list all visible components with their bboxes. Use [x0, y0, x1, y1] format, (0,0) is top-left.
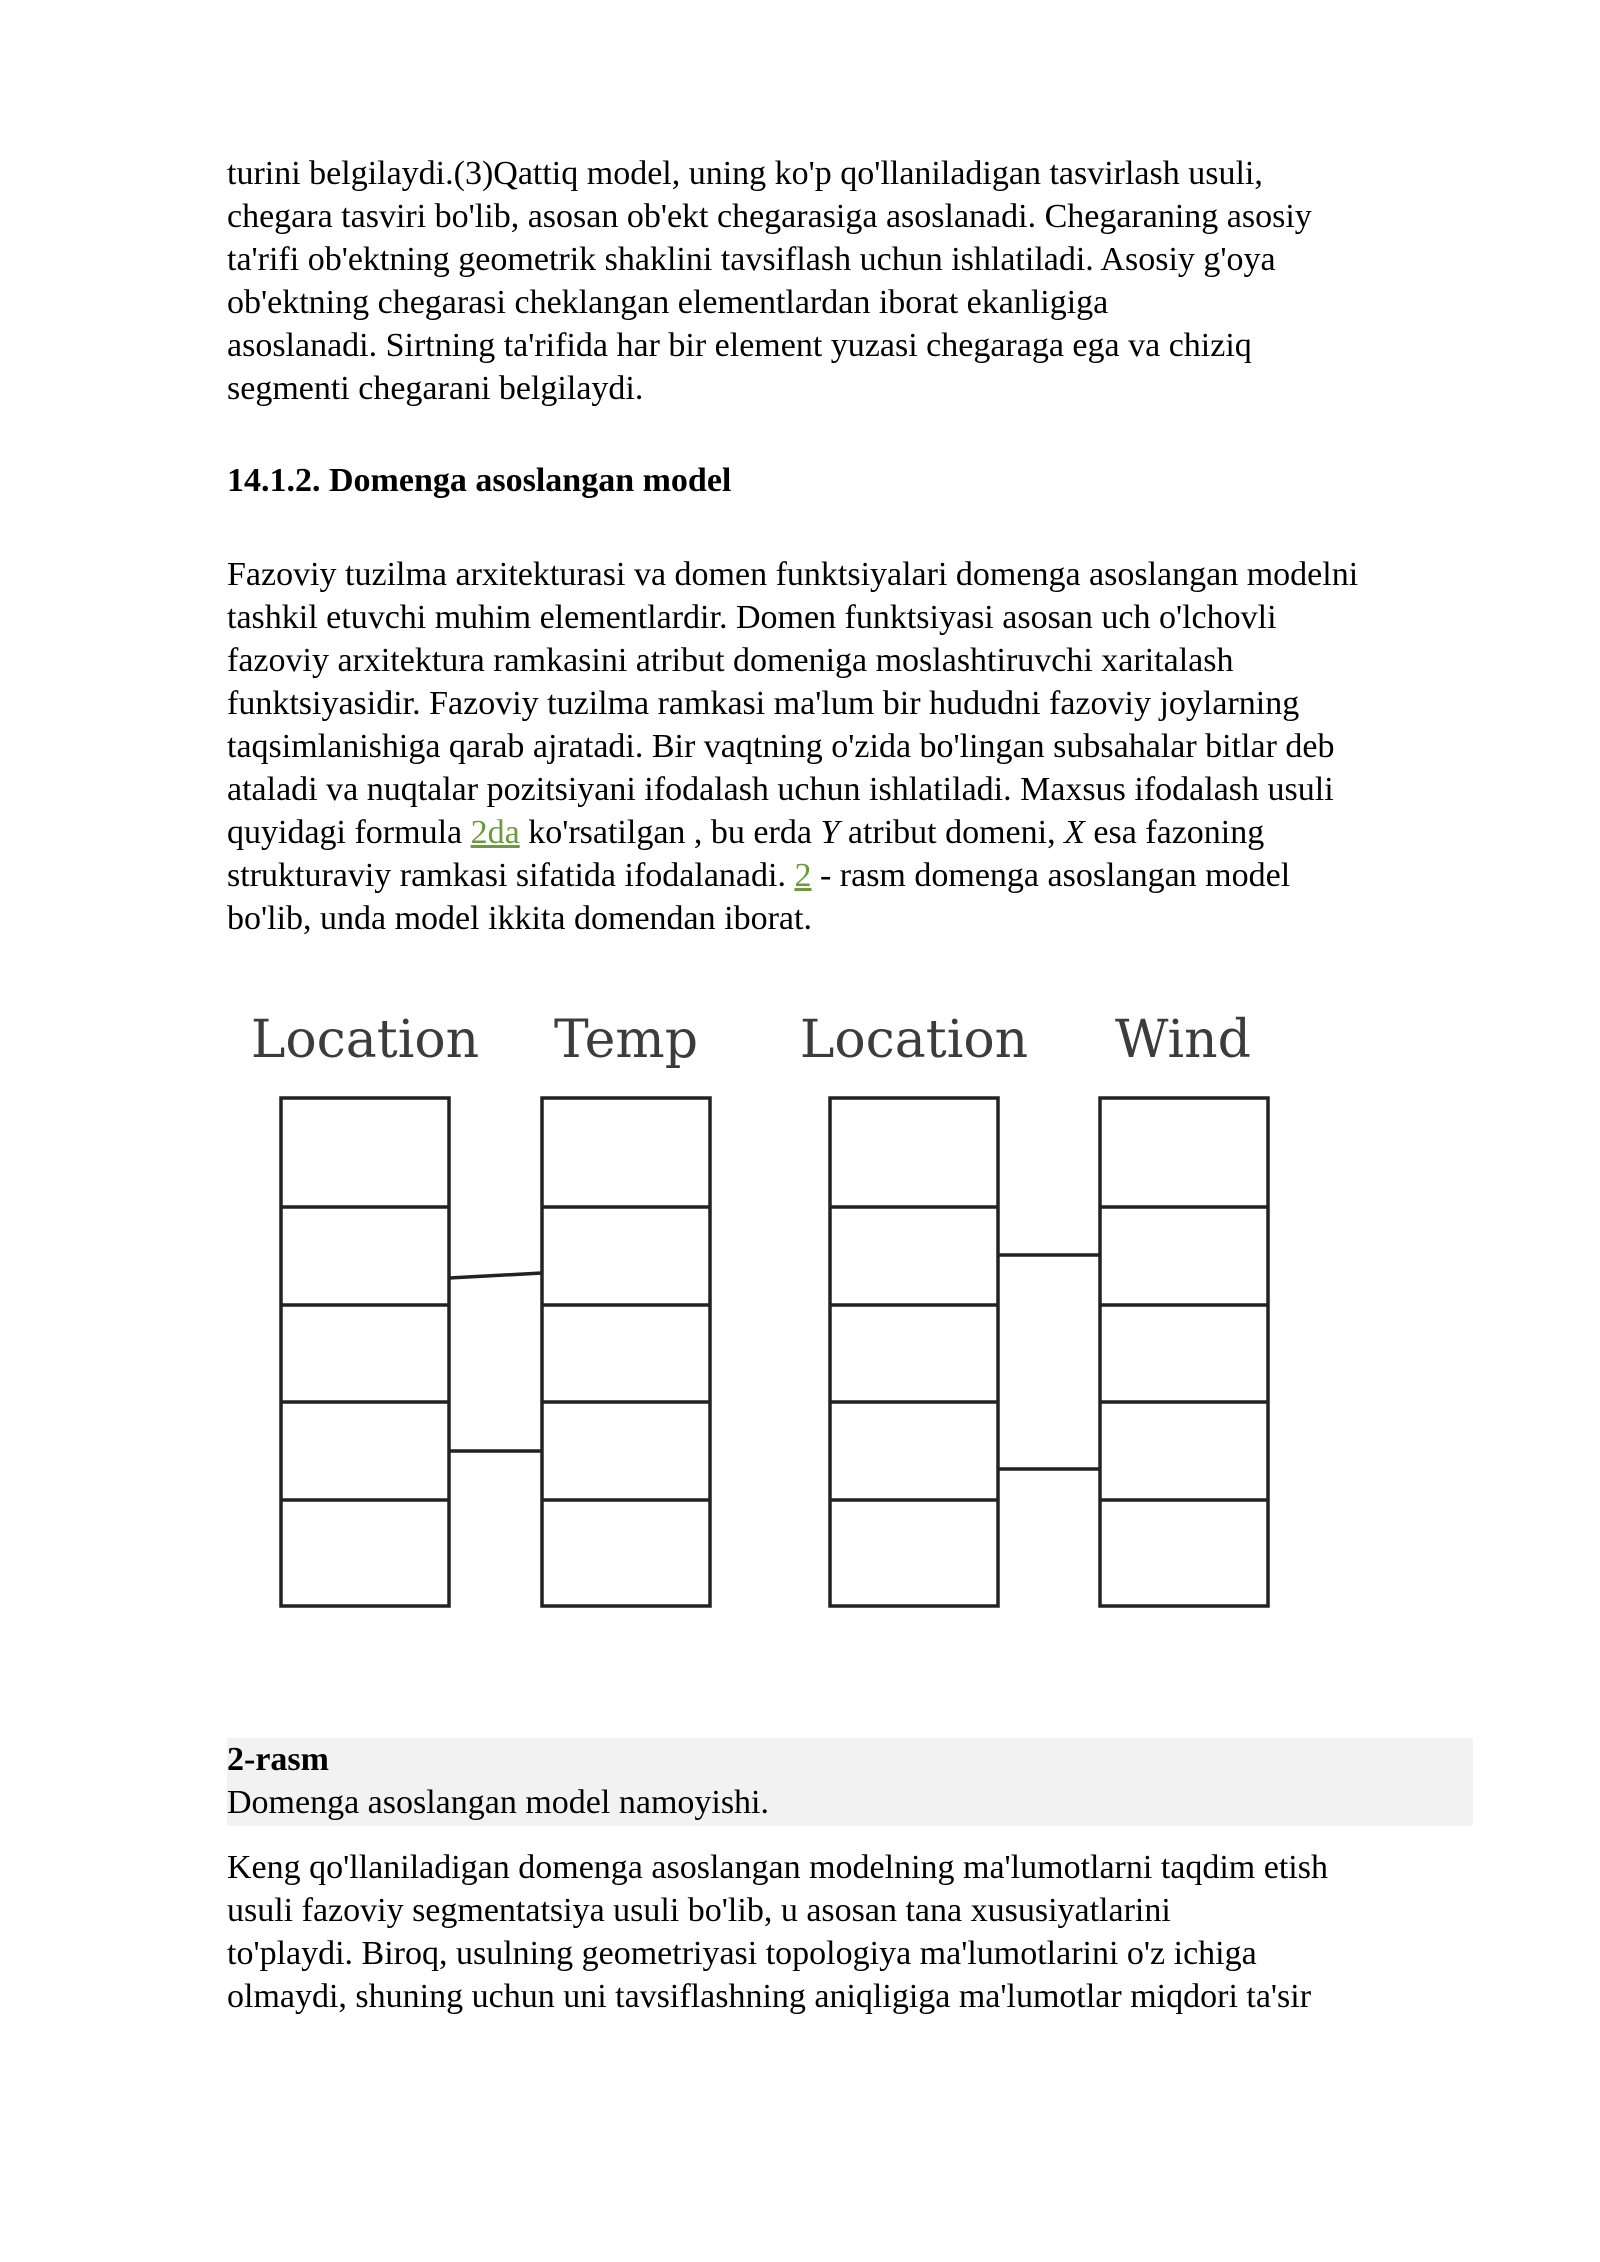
column-label-location: Location: [799, 1010, 1029, 1070]
text-fragment: esa fazoning: [1093, 814, 1265, 851]
text-line: Keng qo'llaniladigan domenga asoslangan modelning ma'lumotlarni taqdim etish: [227, 1849, 1328, 1886]
paragraph-segmentation: [227, 1846, 1473, 2018]
text-line: tashkil etuvchi muhim elementlardir. Domen funktsiyasi asosan uch o'lchovli: [227, 599, 1277, 636]
text-line: funktsiyasidir. Fazoviy tuzilma ramkasi ma'lum bir hududni fazoviy joylarning: [227, 685, 1300, 722]
variable-y: Y: [820, 814, 840, 851]
mapping-connector: [449, 1273, 542, 1278]
text-line: usuli fazoviy segmentatsiya usuli bo'lib, u asosan tana xususiyatlarini: [227, 1892, 1171, 1929]
section-heading: 14.1.2. Domenga asoslangan model: [227, 462, 732, 499]
figure-caption: [227, 1738, 1473, 1824]
text-line: olmaydi, shuning uchun uni tavsiflashning aniqligiga ma'lumotlar miqdori ta'sir: [227, 1978, 1312, 2015]
text-line: ta'rifi ob'ektning geometrik shaklini tavsiflash uchun ishlatiladi. Asosiy g'oya: [227, 241, 1276, 278]
caption-text: Domenga asoslangan model namoyishi.: [227, 1784, 770, 1821]
wind-column: [1100, 1098, 1268, 1606]
text-line: asoslanadi. Sirtning ta'rifida har bir element yuzasi chegaraga ega va chiziq: [227, 327, 1252, 364]
text-line: segmenti chegarani belgilaydi.: [227, 370, 644, 407]
location-column: [830, 1098, 998, 1606]
column-label-temp: Temp: [553, 1010, 699, 1070]
text-fragment: atribut domeni,: [847, 814, 1056, 851]
text-fragment: ko'rsatilgan , bu erda: [528, 814, 812, 851]
text-line: chegara tasviri bo'lib, asosan ob'ekt chegarasiga asoslanadi. Chegaraning asosiy: [227, 198, 1312, 235]
text-line: taqsimlanishiga qarab ajratadi. Bir vaqtning o'zida bo'lingan subsahalar bitlar deb: [227, 728, 1335, 765]
text-line: to'playdi. Biroq, usulning geometriyasi topologiya ma'lumotlarini o'z ichiga: [227, 1935, 1257, 1972]
variable-x: X: [1064, 814, 1085, 851]
formula-link[interactable]: 2da: [470, 814, 520, 851]
column-label-wind: Wind: [1115, 1010, 1251, 1070]
figure-link[interactable]: 2: [794, 857, 812, 894]
text-line: ataladi va nuqtalar pozitsiyani ifodalash uchun ishlatiladi. Maxsus ifodalash usuli: [227, 771, 1334, 808]
text-line: ob'ektning chegarasi cheklangan elementlardan iborat ekanligiga: [227, 284, 1109, 321]
temp-column: [542, 1098, 710, 1606]
text-line: bo'lib, unda model ikkita domendan iborat.: [227, 900, 812, 937]
location-column: [281, 1098, 449, 1606]
text-fragment: strukturaviy ramkasi sifatida ifodalanadi.: [227, 857, 786, 894]
caption-label: 2-rasm: [227, 1741, 329, 1778]
text-line: turini belgilaydi.(3)Qattiq model, uning ko'p qo'llaniladigan tasvirlash usuli,: [227, 155, 1263, 192]
text-fragment: - rasm domenga asoslangan model: [819, 857, 1291, 894]
text-line: Fazoviy tuzilma arxitekturasi va domen funktsiyalari domenga asoslangan modelni: [227, 556, 1359, 593]
column-label-location: Location: [250, 1010, 480, 1070]
text-line: fazoviy arxitektura ramkasini atribut domeniga moslashtiruvchi xaritalash: [227, 642, 1234, 679]
text-fragment: quyidagi formula: [227, 814, 463, 851]
caption-title: [227, 1738, 1473, 1781]
